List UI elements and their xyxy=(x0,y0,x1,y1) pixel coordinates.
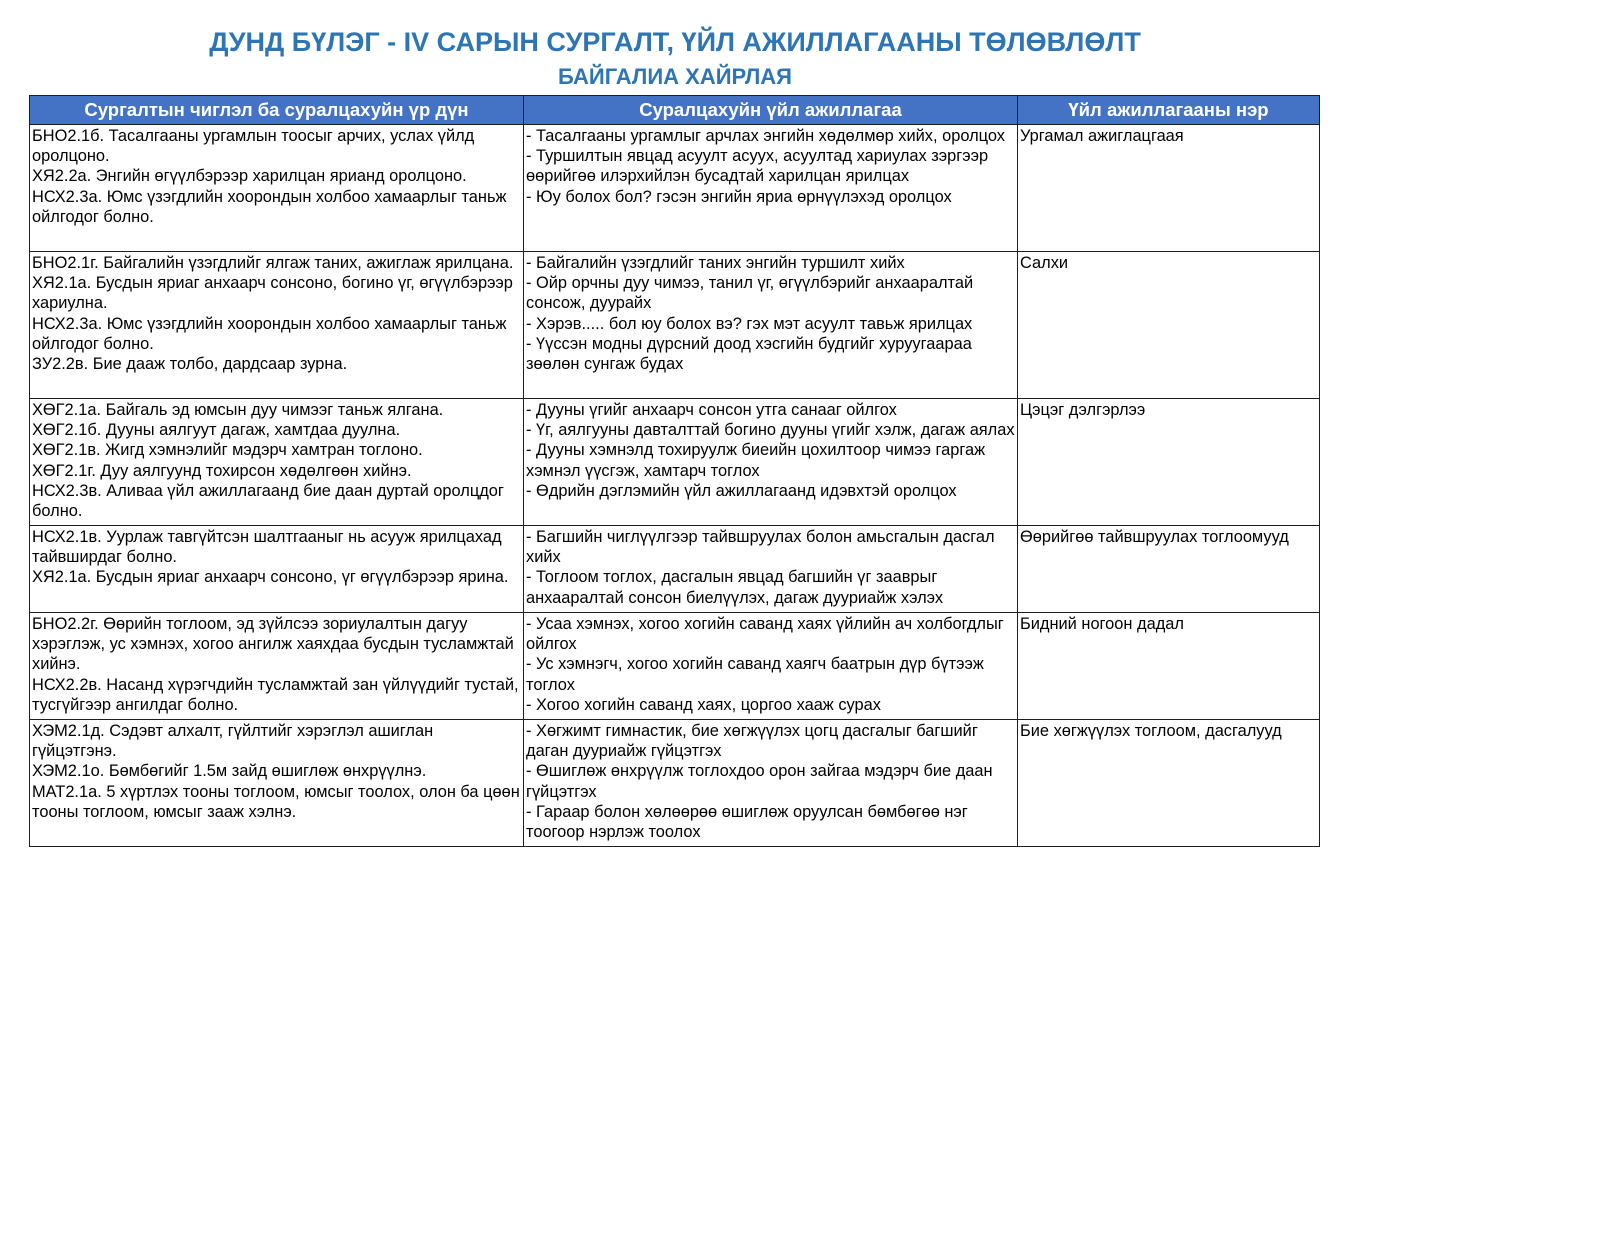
activity-line: - Дууны хэмнэлд тохируулж биеийн цохилтоор чимээ гаргаж хэмнэл үүсгэж, хамтарч тоглох xyxy=(526,441,986,480)
plan-table xyxy=(29,95,1320,847)
outcome-line: НСХ2.1в. Уурлаж тавгүйтсэн шалтгааныг нь асууж ярилцахад тайвширдаг болно. xyxy=(32,528,502,567)
activities-cell xyxy=(524,252,1018,399)
outcome-line: НСХ2.2в. Насанд хүрэгчдийн тусламжтай зан үйлүүдийг тустай, тусгүйгээр ангилдаг болно. xyxy=(32,675,519,714)
page-title: ДУНД БҮЛЭГ - IV САРЫН СУРГАЛТ, ҮЙЛ АЖИЛЛАГААНЫ ТӨЛӨВЛӨЛТ xyxy=(209,27,1141,57)
outcomes-cell xyxy=(30,526,524,613)
table-row xyxy=(30,125,1320,252)
activity-line: - Хөгжимт гимнастик, бие хөгжүүлэх цогц дасгалыг багшийг даган дууриайж гүйцэтгэх xyxy=(526,722,978,761)
outcome-line: БНО2.2г. Өөрийн тоглоом, эд зүйлсээ зориулалтын дагуу хэрэглэж, ус хэмнэх, хогоо ангилж хаяхдаа бусдын тусламжтай хийнэ. xyxy=(32,615,514,674)
activities-cell xyxy=(524,526,1018,613)
outcome-line: НСХ2.3а. Юмс үзэгдлийн хоорондын холбоо хамаарлыг таньж ойлгодог болно. xyxy=(32,314,507,353)
activity-line: - Тоглоом тоглох, дасгалын явцад багшийн үг зааврыг анхааралтай сонсон биелүүлэх, дагаж дууриайж хэлэх xyxy=(526,568,944,607)
activities-cell xyxy=(524,125,1018,252)
activity-name-cell: Салхи xyxy=(1018,252,1320,399)
outcomes-cell xyxy=(30,613,524,720)
outcome-line: МАТ2.1а. 5 хүртлэх тооны тоглоом, юмсыг тоолох, олон ба цөөн тооны тоглоом, юмсыг зааж хэлнэ. xyxy=(32,782,520,821)
outcome-line: ХӨГ2.1г. Дуу аялгуунд тохирсон хөдөлгөөн хийнэ. xyxy=(32,461,412,480)
outcome-line: НСХ2.3в. Аливаа үйл ажиллагаанд бие даан дуртай оролцдог болно. xyxy=(32,481,504,521)
header-activities: Суралцахуйн үйл ажиллагаа xyxy=(524,96,1018,125)
activity-line: - Үг, аялгууны давталттай богино дууны үгийг хэлж, дагаж аялах xyxy=(526,421,1015,440)
activity-line: - Туршилтын явцад асуулт асуух, асуултад хариулах зэргээр өөрийгөө илэрхийлэн бусадтай харилцан ярилцах xyxy=(526,147,989,186)
activity-line: - Юу болох бол? гэсэн энгийн яриа өрнүүлэхэд оролцох xyxy=(526,187,952,206)
table-header-row xyxy=(30,96,1320,125)
outcome-line: НСХ2.3а. Юмс үзэгдлийн хоорондын холбоо хамаарлыг таньж ойлгодог болно. xyxy=(32,187,507,226)
activity-name-cell: Бидний ногоон дадал xyxy=(1018,613,1320,720)
activity-line: - Өдрийн дэглэмийн үйл ажиллагаанд идэвхтэй оролцох xyxy=(526,481,957,500)
activity-name-cell: Бие хөгжүүлэх тоглоом, дасгалууд xyxy=(1018,720,1320,847)
header-activity-name: Үйл ажиллагааны нэр xyxy=(1018,96,1320,125)
activity-name-cell: Ургамал ажиглацгаая xyxy=(1018,125,1320,252)
activity-line: - Хэрэв..... бол юу болох вэ? гэх мэт асуулт тавьж ярилцах xyxy=(526,314,973,333)
outcome-line: ХЯ2.2а. Энгийн өгүүлбэрээр харилцан ярианд оролцоно. xyxy=(32,167,467,186)
activity-line: - Усаа хэмнэх, хогоо хогийн саванд хаях үйлийн ач холбогдлыг ойлгох xyxy=(526,615,1004,654)
outcome-line: ХЯ2.1а. Бусдын яриаг анхаарч сонсоно, богино үг, өгүүлбэрээр хариулна. xyxy=(32,274,513,313)
activity-line: - Дууны үгийг анхаарч сонсон утга санааг ойлгох xyxy=(526,401,897,419)
outcome-line: ХӨГ2.1в. Жигд хэмнэлийг мэдэрч хамтран тоглоно. xyxy=(32,441,423,460)
activity-line: - Гараар болон хөлөөрөө өшиглөж оруулсан бөмбөгөө нэг тоогоор нэрлэж тоолох xyxy=(526,802,968,842)
activity-line: - Үүссэн модны дүрсний доод хэсгийн будгийг хуруугаараа зөөлөн сунгаж будах xyxy=(526,334,972,374)
outcome-line: ХЭМ2.1о. Бөмбөгийг 1.5м зайд өшиглөж өнхрүүлнэ. xyxy=(32,762,427,781)
table-row xyxy=(30,399,1320,526)
header-outcomes: Сургалтын чиглэл ба суралцахуйн үр дүн xyxy=(30,96,524,125)
outcomes-cell xyxy=(30,125,524,252)
table-row xyxy=(30,252,1320,399)
activities-cell xyxy=(524,399,1018,526)
activity-line: - Хогоо хогийн саванд хаях, цоргоо хааж сурах xyxy=(526,695,881,714)
activity-name-cell: Цэцэг дэлгэрлээ xyxy=(1018,399,1320,526)
activity-line: - Байгалийн үзэгдлийг таних энгийн туршилт хийх xyxy=(526,254,905,272)
outcomes-cell xyxy=(30,399,524,526)
activity-line: - Ус хэмнэгч, хогоо хогийн саванд хаягч баатрын дүр бүтээж тоглох xyxy=(526,655,984,694)
table-row xyxy=(30,720,1320,847)
outcomes-cell xyxy=(30,720,524,847)
table-row xyxy=(30,613,1320,720)
outcome-line: ХЭМ2.1д. Сэдэвт алхалт, гүйлтийг хэрэглэл ашиглан гүйцэтгэнэ. xyxy=(32,722,434,761)
activity-line: - Өшиглөж өнхрүүлж тоглохдоо орон зайгаа мэдэрч бие даан гүйцэтгэх xyxy=(526,762,993,801)
activity-line: - Ойр орчны дуу чимээ, танил үг, өгүүлбэрийг анхааралтай сонсож, дуурайх xyxy=(526,274,974,313)
activities-cell xyxy=(524,720,1018,847)
page-subtitle: БАЙГАЛИА ХАЙРЛАЯ xyxy=(558,64,792,89)
activity-line: - Багшийн чиглүүлгээр тайвшруулах болон амьсгалын дасгал хийх xyxy=(526,528,995,567)
activity-line: - Тасалгааны ургамлыг арчлах энгийн хөдөлмөр хийх, оролцох xyxy=(526,127,1005,145)
outcome-line: ХӨГ2.1б. Дууны аялгуут дагаж, хамтдаа дуулна. xyxy=(32,421,401,440)
outcomes-cell xyxy=(30,252,524,399)
outcome-line: БНО2.1б. Тасалгааны ургамлын тоосыг арчих, услах үйлд оролцоно. xyxy=(32,127,475,166)
activities-cell xyxy=(524,613,1018,720)
outcome-line: ХЯ2.1а. Бусдын яриаг анхаарч сонсоно, үг өгүүлбэрээр ярина. xyxy=(32,568,509,587)
outcome-line: ХӨГ2.1а. Байгаль эд юмсын дуу чимээг таньж ялгана. xyxy=(32,401,444,419)
outcome-line: БНО2.1г. Байгалийн үзэгдлийг ялгаж таних, ажиглаж ярилцана. xyxy=(32,254,514,272)
outcome-line: ЗУ2.2в. Бие дааж толбо, дардсаар зурна. xyxy=(32,355,348,374)
activity-name-cell: Өөрийгөө тайвшруулах тоглоомууд xyxy=(1018,526,1320,613)
table-row xyxy=(30,526,1320,613)
